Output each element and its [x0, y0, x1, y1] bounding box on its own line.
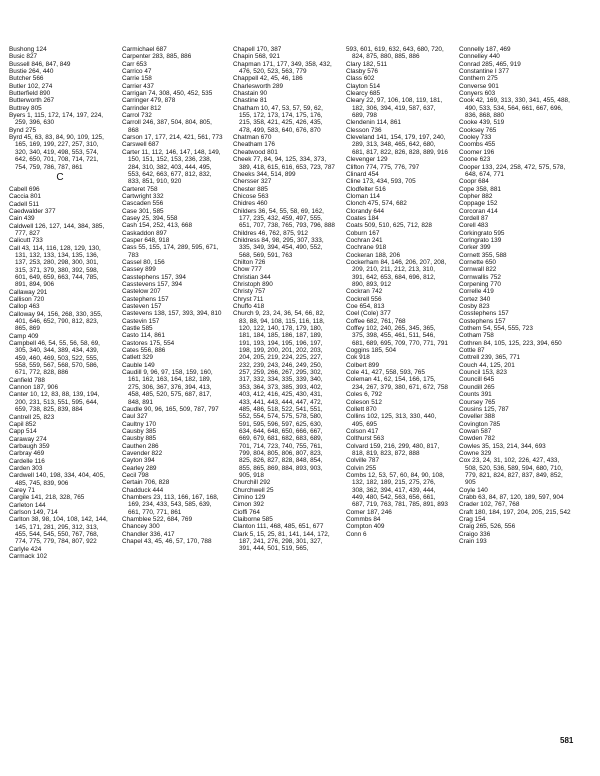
index-entry: Clodfelter 516: [346, 185, 386, 193]
index-entry: Cornette 650: [459, 258, 496, 266]
index-entry: Chapman 171, 177, 349, 358, 432, 476, 520, 523, 563, 779: [233, 60, 332, 76]
index-entry: Coppage 152: [459, 200, 498, 208]
index-entry: Cosby 823: [459, 303, 490, 311]
index-entry: Chapin 568, 921: [233, 53, 280, 61]
index-entry: Cornett 355, 588: [459, 251, 507, 259]
index-entry: Clark 5, 15, 25, 81, 141, 144, 172, 187, 241, 276, 298, 301, 327, 391, 444, 501, 519, 565,: [233, 530, 330, 553]
index-entry: Chappell 42, 45, 46, 186: [233, 75, 303, 83]
index-entry: Clearcy 685: [346, 90, 381, 98]
index-entry: Cochran 241: [346, 236, 383, 244]
index-entry: Conthern 275: [459, 75, 498, 83]
index-entry: Coel (Cole) 377: [346, 310, 391, 318]
index-entry: Castephens 157: [122, 295, 169, 303]
index-entry: Class 602: [346, 75, 375, 83]
index-entry: Chicose 563: [233, 192, 269, 200]
index-entry: Carson 17, 177, 214, 421, 561, 773: [122, 134, 223, 142]
index-entry: Childres 46, 762, 875, 912: [233, 229, 308, 237]
index-entry: Chester 885: [233, 185, 268, 193]
index-entry: Castores 175, 554: [122, 339, 175, 347]
index-entry: Calicutt 733: [9, 237, 43, 245]
index-entry: Cline 173, 434, 593, 705: [346, 178, 416, 186]
index-entry: Couch 44, 125, 201: [459, 361, 515, 369]
index-entry: Cowne 329: [459, 449, 492, 457]
index-entry: Cimon 392: [233, 501, 264, 509]
index-entry: Colvard 159, 216, 299, 480, 817, 818, 819, 823, 872, 888: [346, 442, 440, 457]
index-entry: Caudle 90, 96, 165, 509, 787, 797: [122, 405, 219, 413]
index-entry: Clevenger 129: [346, 156, 388, 164]
index-entry: Caultny 170: [122, 420, 157, 428]
index-entry: Catlett 329: [122, 354, 153, 362]
index-entry: Bussell 846, 847, 849: [9, 60, 71, 68]
index-entry: Carrier 437: [122, 82, 154, 90]
index-entry: Crader 102, 767, 768: [459, 501, 520, 509]
index-entry: Coone 623: [459, 156, 491, 164]
index-entry: 593, 601, 619, 632, 643, 680, 720, 824, 875, 880, 885, 886: [346, 46, 444, 61]
section-letter: C: [56, 171, 64, 183]
index-entry: Coggins 185, 504: [346, 347, 397, 355]
index-entry: Campbell 46, 54, 55, 56, 58, 69, 305, 340, 344, 389, 434, 439, 459, 460, 469, 503, 522, 555, 558, 559, 567, 568, 570, 586, 671, 772, 828, 886: [9, 340, 100, 377]
index-entry: Byrd 45, 63, 83, 84, 90, 109, 125, 165, 169, 199, 227, 257, 310, 320, 340, 419, 498, 553, 574, 642, 650, 701, 708, 714, 721, 754, 759, 786, 787, 861: [9, 134, 104, 171]
index-entry: Coveller 388: [459, 413, 495, 421]
index-entry: Cook 42, 169, 313, 330, 341, 455, 488, 490, 533, 534, 564, 661, 667, 696, 836, 868, 880: [459, 97, 570, 120]
index-entry: Clonch 475, 574, 682: [346, 200, 407, 208]
index-entry: Corkingrato 595: [459, 229, 505, 237]
index-entry: Cardelle 116: [9, 457, 45, 465]
index-entry: Bushong 124: [9, 46, 47, 53]
index-entry: Craig 265, 526, 556: [459, 523, 516, 531]
index-entry: Colbert 899: [346, 361, 380, 369]
index-entry: Clesson 736: [346, 126, 382, 134]
index-entry: Chapell 170, 387: [233, 46, 282, 53]
index-entry: Coundill 265: [459, 383, 495, 391]
index-entry: Cheeks 344, 514, 899: [233, 170, 296, 178]
index-entry: Casteven 157: [122, 303, 162, 311]
index-entry: Conrad 285, 465, 919: [459, 60, 521, 68]
index-entry: Christoph 890: [233, 281, 273, 288]
index-entry: Clendenin 114, 861: [346, 119, 401, 127]
index-entry: Carden 303: [9, 464, 43, 472]
index-entry: Cottle 87: [459, 347, 485, 355]
index-entry: Cearley 289: [122, 464, 157, 472]
index-entry: Carbray 469: [9, 450, 45, 458]
index-entry: Caccia 801: [9, 193, 41, 201]
index-entry: Capil 852: [9, 420, 37, 428]
index-entry: Cassey 899: [122, 266, 156, 274]
index-entry: Causby 885: [122, 435, 157, 443]
index-entry: Canfield 788: [9, 376, 45, 384]
index-entry: Chatham 10, 47, 53, 57, 59, 62, 155, 172, 173, 174, 175, 176, 215, 358, 421, 425, 426, 435, 478, 499, 583, 640, 676, 870: [233, 104, 323, 134]
index-entry: Cain 439: [9, 215, 35, 223]
index-entry: Clinard 454: [346, 170, 379, 178]
index-entry: Copher 882: [459, 192, 493, 200]
index-entry: Callison 720: [9, 296, 45, 303]
index-entry: Cash 154, 252, 413, 668: [122, 222, 192, 230]
index-entry: Certain 706, 828: [122, 479, 170, 487]
index-entry: Coburn 167: [346, 229, 380, 237]
index-entry: Coomer 196: [459, 148, 495, 156]
index-entry: Cates 556, 886: [122, 347, 166, 355]
index-entry: Cooley 733: [459, 134, 492, 142]
index-entry: Cavender 822: [122, 449, 163, 457]
index-entry: Cheatwood 801: [233, 148, 278, 156]
index-entry: Caul 327: [122, 413, 148, 421]
index-entry: Cockrell 556: [346, 295, 382, 303]
index-entry: Corcoran 414: [459, 207, 498, 215]
index-entry: Christian 344: [233, 273, 271, 281]
index-entry: Charlesworth 289: [233, 82, 284, 90]
index-entry: Caskaddon 897: [122, 229, 167, 237]
index-entry: Coffee 682, 761, 768: [346, 317, 406, 325]
index-entry: Camp 409: [9, 332, 39, 340]
index-entry: Childress 84, 98, 295, 307, 333, 335, 349, 394, 454, 490, 552, 568, 569, 591, 763: [233, 236, 324, 259]
index-entry: Carter 11, 112, 146, 147, 148, 149, 150, 151, 152, 153, 236, 238, 284, 310, 382, 403, 444, 495, 553, 642, 663, 677, 812, 832, 833, 851, 910, 920: [122, 148, 221, 186]
index-entry: Carmack 102: [9, 553, 48, 561]
index-entry: Costephens 157: [459, 317, 506, 325]
index-entry: Cornwall 822: [459, 266, 497, 274]
index-entry: Coopr 684: [459, 178, 489, 186]
index-entry: Crabb 63, 84, 87, 120, 189, 597, 904: [459, 493, 564, 501]
index-entry: Cotham 758: [459, 332, 494, 340]
index-entry: Cooke 439, 519: [459, 119, 505, 127]
index-entry: Cowan 587: [459, 427, 492, 435]
index-entry: Butcher 566: [9, 75, 44, 83]
index-entry: Conn 6: [346, 530, 367, 538]
index-entry: Cayton 394: [122, 457, 155, 465]
index-entry: Chidres 460: [233, 200, 268, 208]
index-entry: Calloway 94, 156, 268, 330, 355, 401, 646, 652, 790, 812, 823, 865, 869: [9, 310, 103, 333]
index-entry: Cothren 84, 105, 125, 223, 394, 650: [459, 339, 562, 347]
index-entry: Chamblee 522, 684, 769: [122, 516, 192, 523]
index-entry: Butterworth 267: [9, 97, 55, 105]
index-entry: Council 153, 823: [459, 369, 507, 377]
index-entry: Craigo 336: [459, 530, 491, 538]
index-entry: Chastain 90: [233, 90, 268, 98]
index-entry: Colvin 255: [346, 464, 377, 472]
index-entry: Corker 399: [459, 244, 491, 252]
index-entry: Carey 71: [9, 486, 35, 494]
index-entry: Bustie 264, 440: [9, 68, 54, 76]
index-entry: Chatman 670: [233, 134, 272, 142]
index-column-2: [122, 46, 224, 545]
index-entry: Carmichael 687: [122, 46, 167, 53]
index-entry: Coombs 455: [459, 141, 496, 149]
index-entry: Carpenter 283, 885, 886: [122, 53, 192, 61]
index-entry: Chastine 81: [233, 97, 268, 105]
index-entry: Combs 12, 53, 57, 60, 84, 90, 108, 132, 182, 189, 215, 275, 276, 308, 362, 394, 417, 439, 444, 449, 480, 542, 563, 656, 661, 687, 719, 763, 781, 785, 891, 893: [346, 471, 448, 509]
index-entry: Caldwell 126, 127, 144, 384, 385, 777, 827: [9, 222, 105, 237]
index-entry: Capp 514: [9, 428, 37, 436]
index-entry: Corpening 770: [459, 281, 501, 288]
index-entry: Cochrane 918: [346, 244, 387, 252]
index-entry: Coursey 765: [459, 398, 496, 406]
index-entry: Castelow 207: [122, 288, 161, 296]
index-entry: Cartwright 332: [122, 192, 164, 200]
index-entry: Chandler 336, 417: [122, 530, 175, 538]
index-entry: Constantine I 377: [459, 68, 510, 76]
index-entry: Collins 102, 125, 313, 330, 440, 495, 695: [346, 413, 437, 428]
index-entry: Castevin 157: [122, 317, 160, 325]
index-entry: Carteret 758: [122, 185, 158, 193]
index-entry: Caudill 9, 96, 97, 158, 159, 160, 161, 162, 163, 164, 182, 189, 275, 306, 367, 376, 394, 413, 458, 485, 520, 575, 687, 817, 848, 891: [122, 369, 213, 406]
index-entry: Cauthen 286: [122, 442, 159, 450]
index-entry: Causby 385: [122, 427, 157, 435]
index-entry: Cargile 141, 218, 328, 765: [9, 494, 85, 502]
index-entry: Cadell 511: [9, 200, 40, 208]
index-entry: Cottrell 239, 365, 771: [459, 354, 521, 362]
index-entry: Casstevens 157, 394: [122, 281, 183, 288]
index-entry: Cass 55, 155, 174, 289, 595, 671, 783: [122, 244, 219, 259]
index-entry: Coleson 512: [346, 398, 382, 406]
index-entry: Chersser 327: [233, 178, 272, 186]
index-entry: Caraway 274: [9, 435, 47, 443]
index-entry: Cok 918: [346, 354, 370, 362]
index-entry: Busic 827: [9, 53, 38, 61]
index-entry: Cosstephens 157: [459, 310, 509, 318]
index-entry: Castevens 138, 157, 393, 394, 810: [122, 310, 222, 318]
index-entry: Call 43, 114, 116, 128, 129, 130, 131, 132, 133, 134, 135, 136, 137, 253, 280, 298, 300, 301, 315, 371, 379, 380, 392, 598, 601, 649, 659, 663, 744, 785, 891, 894, 906: [9, 244, 101, 289]
index-entry: Carlson 149, 714: [9, 508, 58, 516]
index-column-5: [459, 46, 573, 545]
index-entry: Carrico 47: [122, 68, 152, 76]
index-entry: Cope 358, 881: [459, 185, 501, 193]
index-entry: Cimino 129: [233, 493, 266, 501]
index-entry: Clary 182, 511: [346, 60, 388, 68]
index-entry: Chuffo 418: [233, 303, 265, 311]
index-entry: Cabell 696: [9, 185, 40, 193]
index-entry: Cioffi 764: [233, 508, 260, 516]
index-entry: Case 301, 585: [122, 207, 164, 215]
index-entry: Cheek 77, 84, 94, 125, 334, 373, 389, 418, 615, 616, 653, 723, 787: [233, 156, 335, 171]
index-entry: Cockran 742: [346, 288, 383, 296]
index-entry: Cooksey 765: [459, 126, 497, 134]
index-entry: Colthurst 563: [346, 435, 385, 443]
index-entry: Cecil 798: [122, 471, 149, 479]
index-entry: Counts 391: [459, 391, 492, 399]
index-entry: Colson 417: [346, 427, 379, 435]
index-entry: Coles 6, 792: [346, 391, 382, 399]
index-entry: Buttrey 805: [9, 104, 42, 112]
index-entry: Coleman 41, 62, 154, 166, 175, 234, 267, 379, 380, 671, 672, 758: [346, 376, 448, 391]
index-entry: Churchill 292: [233, 479, 271, 487]
index-entry: Carleton 144: [9, 501, 46, 509]
index-entry: Corlngrato 139: [459, 236, 502, 244]
index-entry: Converse 901: [459, 82, 499, 90]
index-entry: Callaway 291: [9, 288, 48, 296]
index-entry: Correlle 419: [459, 288, 494, 296]
index-entry: Chambers 23, 113, 166, 167, 168, 169, 234, 433, 543, 585, 639, 661, 770, 771, 861: [122, 493, 219, 516]
index-entry: Cooper 133, 224, 258, 472, 575, 578, 648, 674, 771: [459, 163, 566, 178]
index-entry: Cauble 149: [122, 361, 155, 369]
index-entry: Castle 585: [122, 325, 153, 333]
index-entry: Carrinder 812: [122, 104, 162, 112]
index-entry: Chryst 711: [233, 295, 264, 303]
index-entry: Chapel 43, 45, 46, 57, 170, 788: [122, 538, 212, 546]
index-entry: Chadduck 444: [122, 486, 164, 494]
index-entry: Clifton 774, 775, 776, 797: [346, 163, 420, 171]
index-entry: Casto 114, 861: [122, 332, 165, 340]
index-entry: Clorandy 644: [346, 207, 385, 215]
index-entry: Clasby 576: [346, 68, 378, 76]
index-entry: Cothem 54, 554, 555, 723: [459, 325, 533, 333]
index-entry: Compton 409: [346, 523, 385, 531]
index-entry: Clanton 111, 468, 485, 651, 677: [233, 523, 324, 531]
index-entry: Cantrell 25, 823: [9, 413, 55, 421]
index-entry: Bynd 275: [9, 126, 37, 134]
index-entry: Carrie 158: [122, 75, 152, 83]
index-entry: Coyle 140: [459, 486, 488, 494]
index-entry: Coats 509, 510, 625, 712, 828: [346, 222, 432, 230]
index-entry: Carswell 687: [122, 141, 159, 149]
index-entry: Casstephens 157, 394: [122, 273, 186, 281]
index-entry: Cordell 87: [459, 214, 489, 222]
index-entry: Crag 154: [459, 516, 486, 523]
index-entry: Covington 785: [459, 420, 501, 428]
index-entry: Connelley 440: [459, 53, 500, 61]
index-entry: Collett 870: [346, 405, 377, 413]
index-entry: Christy 757: [233, 288, 266, 296]
index-entry: Chilton 726: [233, 258, 266, 266]
index-entry: Churchwell 25: [233, 486, 274, 494]
index-entry: Butterfield 890: [9, 90, 51, 98]
index-entry: Carringer 479, 878: [122, 97, 176, 105]
index-entry: Casey 25, 394, 558: [122, 214, 178, 222]
index-entry: Carlton 38, 98, 104, 108, 142, 144, 145, 171, 281, 295, 312, 313, 455, 544, 545, 550, 767, 768, 774, 775, 779, 784, 807, 922: [9, 516, 108, 546]
index-entry: Carrol 732: [122, 112, 152, 120]
index-entry: Carr 653: [122, 60, 147, 68]
index-entry: Cornwallis 752: [459, 273, 501, 281]
index-entry: Colville 787: [346, 457, 380, 465]
index-entry: Commbs 84: [346, 516, 381, 523]
index-entry: Carrigan 74, 308, 450, 452, 535: [122, 90, 213, 98]
index-entry: Cascaden 556: [122, 200, 164, 208]
index-column-3: [233, 46, 335, 553]
index-entry: Callop 463: [9, 303, 40, 311]
index-entry: Cockeran 188, 206: [346, 251, 401, 259]
index-entry: Chancey 300: [122, 523, 160, 531]
index-entry: Coe 654, 813: [346, 303, 385, 311]
index-entry: Crain 193: [459, 538, 487, 546]
index-entry: Cowden 782: [459, 435, 495, 443]
index-entry: Cowles 35, 153, 214, 344, 693: [459, 442, 546, 450]
index-entry: Corell 483: [459, 222, 489, 230]
index-entry: Cleveland 141, 154, 179, 197, 240, 289, 313, 348, 465, 642, 680, 681, 817, 822, 826, 828, 889, 916: [346, 134, 448, 156]
index-entry: Clayton 514: [346, 82, 381, 90]
index-entry: Comer 187, 246: [346, 508, 392, 516]
index-entry: Cheatham 176: [233, 141, 275, 149]
index-entry: Cole 41, 427, 558, 593, 765: [346, 369, 425, 377]
index-entry: Carroll 246, 387, 504, 804, 805, 868: [122, 119, 212, 134]
index-entry: Connelly 187, 469: [459, 46, 511, 53]
index-entry: Cousins 125, 787: [459, 405, 509, 413]
index-entry: Coates 184: [346, 214, 379, 222]
index-entry: Cortez 340: [459, 295, 491, 303]
index-entry: Canter 10, 12, 83, 88, 139, 194, 200, 231, 513, 551, 595, 644, 659, 738, 825, 839, 884: [9, 391, 100, 414]
index-entry: Childers 36, 54, 55, 58, 69, 162, 177, 235, 432, 459, 497, 555, 651, 707, 738, 765, 793, 796, 888: [233, 207, 335, 230]
index-entry: Cardwell 140, 198, 334, 404, 405, 485, 745, 839, 906: [9, 472, 105, 487]
index-entry: Church 9, 23, 24, 36, 54, 66, 82, 83, 88, 94, 108, 115, 116, 118, 120, 122, 140, 178, 179, 180, 181, 184, 185, 186, 187, 189, 191, 193, 194, 195, 196, 197, 198, 199, 200, 201, 202, 203, 204, 205, 219, 224, 225, 227, 232, 239, 243, 246, 249, 250, 257, 259, 266, 267, 295, 302, 317, 332, 334, 335, 339, 340, 353, 364, 373, 385, 393, 402, 403, 412, 416, 425, 430, 431, 433, 441, 443, 444, 447, 472, 485, 486, 518, 522, 541, 551, 552, 554, 574, 575, 578, 580, 591, 595, 596, 597, 625, 630, 634, 644, 648, 650, 666, 667, 669, 679, 681, 682, 683, 689, 701, 714, 723, 740, 755, 761, 799, 804, 805, 806, 807, 823, 825, 826, 827, 828, 848, 854, 855, 865, 869, 884, 893, 903, 905, 918: [233, 310, 325, 479]
index-entry: Cassel 80, 156: [122, 258, 165, 266]
index-entry: Carbaugh 359: [9, 442, 50, 450]
index-column-1: [9, 46, 111, 560]
index-entry: Chow 777: [233, 266, 262, 274]
page-number: 581: [560, 736, 574, 745]
index-entry: Cox 23, 24, 31, 102, 226, 427, 433, 508, 520, 536, 589, 594, 680, 710, 779, 821, 824, 827, 837, 849, 852, 905: [459, 457, 563, 487]
index-entry: Casper 648, 918: [122, 236, 170, 244]
index-entry: Claiborne 585: [233, 516, 273, 523]
index-column-4: [346, 46, 448, 538]
index-entry: Craft 180, 184, 197, 204, 205, 215, 542: [459, 508, 571, 516]
index-entry: Cloman 114: [346, 192, 380, 200]
index-entry: Cockerham 84, 146, 206, 207, 208, 209, 210, 211, 212, 213, 310, 391, 642, 653, 684, 696, 812, 890, 893, 912: [346, 258, 447, 288]
index-entry: Coffey 102, 240, 265, 345, 365, 375, 398, 455, 461, 511, 546, 681, 689, 695, 709, 770, 771, 791: [346, 325, 448, 347]
index-entry: Caedwalder 377: [9, 207, 56, 215]
index-entry: Cleary 22, 97, 106, 108, 119, 181, 182, 306, 394, 419, 587, 637, 689, 798: [346, 97, 443, 120]
index-entry: Cannon 187, 906: [9, 384, 59, 392]
index-entry: Carlyle 424: [9, 545, 42, 553]
index-entry: Councill 645: [459, 376, 495, 384]
index-entry: Byers 1, 115, 172, 174, 197, 224, 259, 396, 630: [9, 112, 104, 127]
index-entry: Conyers 603: [459, 90, 496, 98]
index-entry: Butler 102, 274: [9, 82, 53, 90]
